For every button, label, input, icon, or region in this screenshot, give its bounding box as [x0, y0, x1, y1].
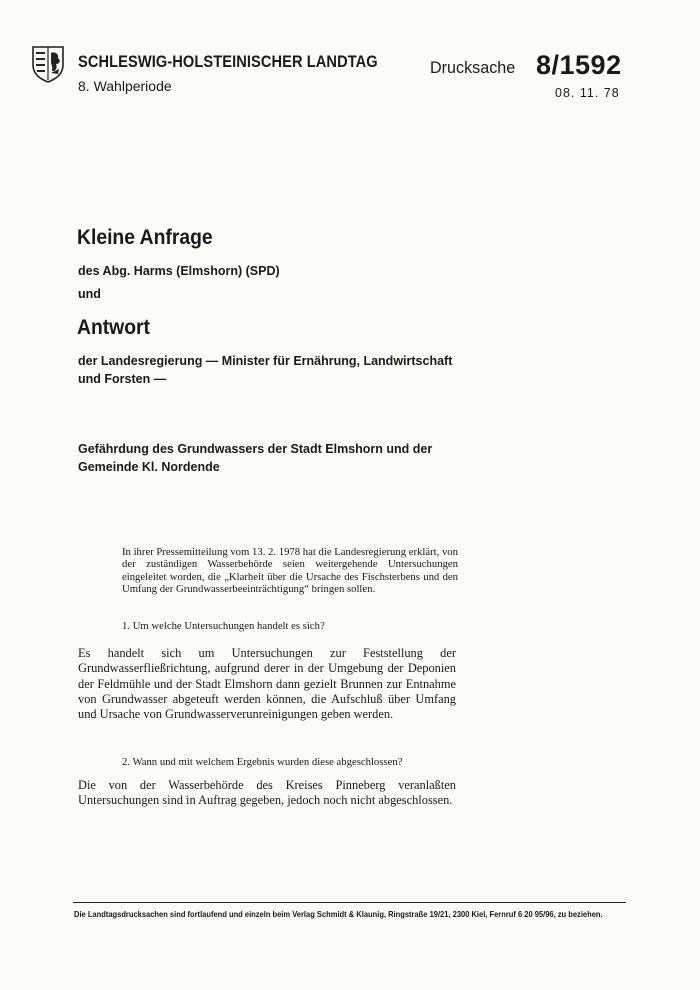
wahlperiode: 8. Wahlperiode: [78, 78, 172, 94]
antwort-heading: Antwort: [77, 316, 150, 339]
footer-divider: [73, 902, 626, 903]
author-byline: des Abg. Harms (Elmshorn) (SPD): [78, 264, 280, 278]
landesregierung-line: der Landesregierung — Minister für Ernährung, Landwirtschaft und Forsten —: [78, 354, 453, 386]
landtag-title: SCHLESWIG-HOLSTEINISCHER LANDTAG: [78, 52, 378, 71]
question-2: 2. Wann und mit welchem Ergebnis wurden diese abgeschlossen?: [122, 756, 403, 768]
schleswig-holstein-crest-icon: [31, 45, 65, 83]
intro-paragraph: In ihrer Pressemitteilung vom 13. 2. 1978 hat die Landesregierung erklärt, von der zuständigen Wasserbehörde seien weitergehende Untersuchungen eingeleitet worden, die „Klarheit über die Ursache des Fischsterbens und den Umfang der Grundwasserbeeinträchtigung“ bringen sollen.: [122, 546, 458, 595]
question-1: 1. Um welche Untersuchungen handelt es sich?: [122, 620, 325, 632]
subject-heading: Gefährdung des Grundwassers der Stadt Elmshorn und der Gemeinde Kl. Nordende: [78, 442, 433, 474]
footer-note: Die Landtagsdrucksachen sind fortlaufend und einzeln beim Verlag Schmidt & Klaunig, Ringstraße 19/21, 2300 Kiel, Fernruf 6 20 95/96, zu beziehen.: [74, 909, 603, 919]
answer-1: Es handelt sich um Untersuchungen zur Feststellung der Grundwasserfließrichtung, aufgrund derer in der Umgebung der Deponien der Feldmühle und der Stadt Elmshorn dann gezielt Brunnen zur Entnahme von Grundwasser abgeteuft werden können, die Aufschluß über Umfang und Ursache von Grundwasserverunreinigungen geben werden.: [78, 646, 456, 722]
answer-2: Die von der Wasserbehörde des Kreises Pinneberg veranlaßten Untersuchungen sind in Auftrag gegeben, jedoch noch nicht abgeschlossen.: [78, 778, 456, 808]
document-date: 08. 11. 78: [555, 86, 620, 100]
drucksache-number: 8/1592: [536, 50, 622, 80]
kleine-anfrage-heading: Kleine Anfrage: [77, 226, 213, 249]
drucksache-label: Drucksache: [430, 58, 516, 77]
und-connector: und: [78, 287, 101, 301]
